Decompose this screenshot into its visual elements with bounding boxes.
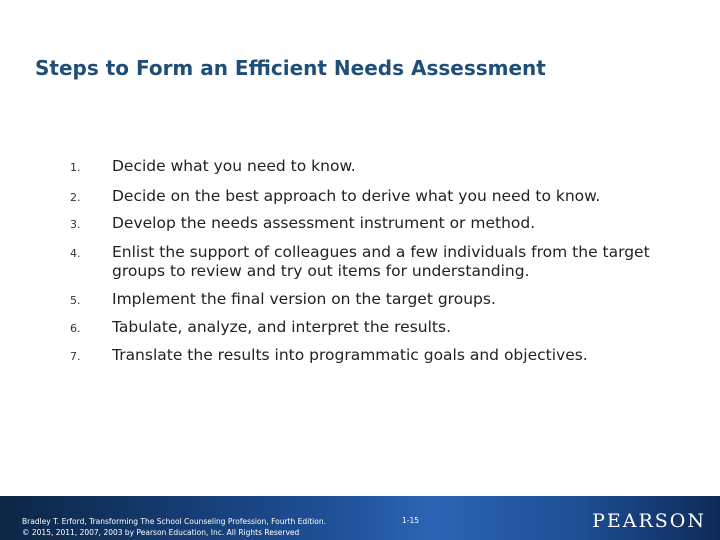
footer-bar (0, 496, 720, 540)
step-text: Implement the final version on the target groups. (112, 290, 496, 308)
pearson-logo: PEARSON (592, 510, 706, 532)
step-number: 4. (70, 247, 81, 260)
step-number: 7. (70, 350, 81, 363)
step-text: Develop the needs assessment instrument or method. (112, 214, 536, 232)
step-text: Enlist the support of colleagues and a few individuals from the target groups to review and try out items for understanding. (112, 243, 650, 280)
step-number: 2. (70, 191, 81, 204)
page-number: 1-15 (402, 516, 420, 525)
step-number: 3. (70, 218, 81, 231)
step-text: Tabulate, analyze, and interpret the results. (112, 318, 451, 336)
step-number: 6. (70, 322, 81, 335)
credit-line-1: Bradley T. Erford, Transforming The School Counseling Profession, Fourth Edition. (22, 517, 326, 526)
copyright-notice (22, 516, 326, 538)
credit-line-2: © 2015, 2011, 2007, 2003 by Pearson Education, Inc. All Rights Reserved (22, 528, 300, 537)
slide-title: Steps to Form an Efficient Needs Assessment (35, 56, 546, 80)
step-text: Decide what you need to know. (112, 157, 356, 175)
step-text: Translate the results into programmatic goals and objectives. (112, 346, 588, 364)
step-number: 1. (70, 161, 81, 174)
step-number: 5. (70, 294, 81, 307)
step-text: Decide on the best approach to derive what you need to know. (112, 187, 601, 205)
